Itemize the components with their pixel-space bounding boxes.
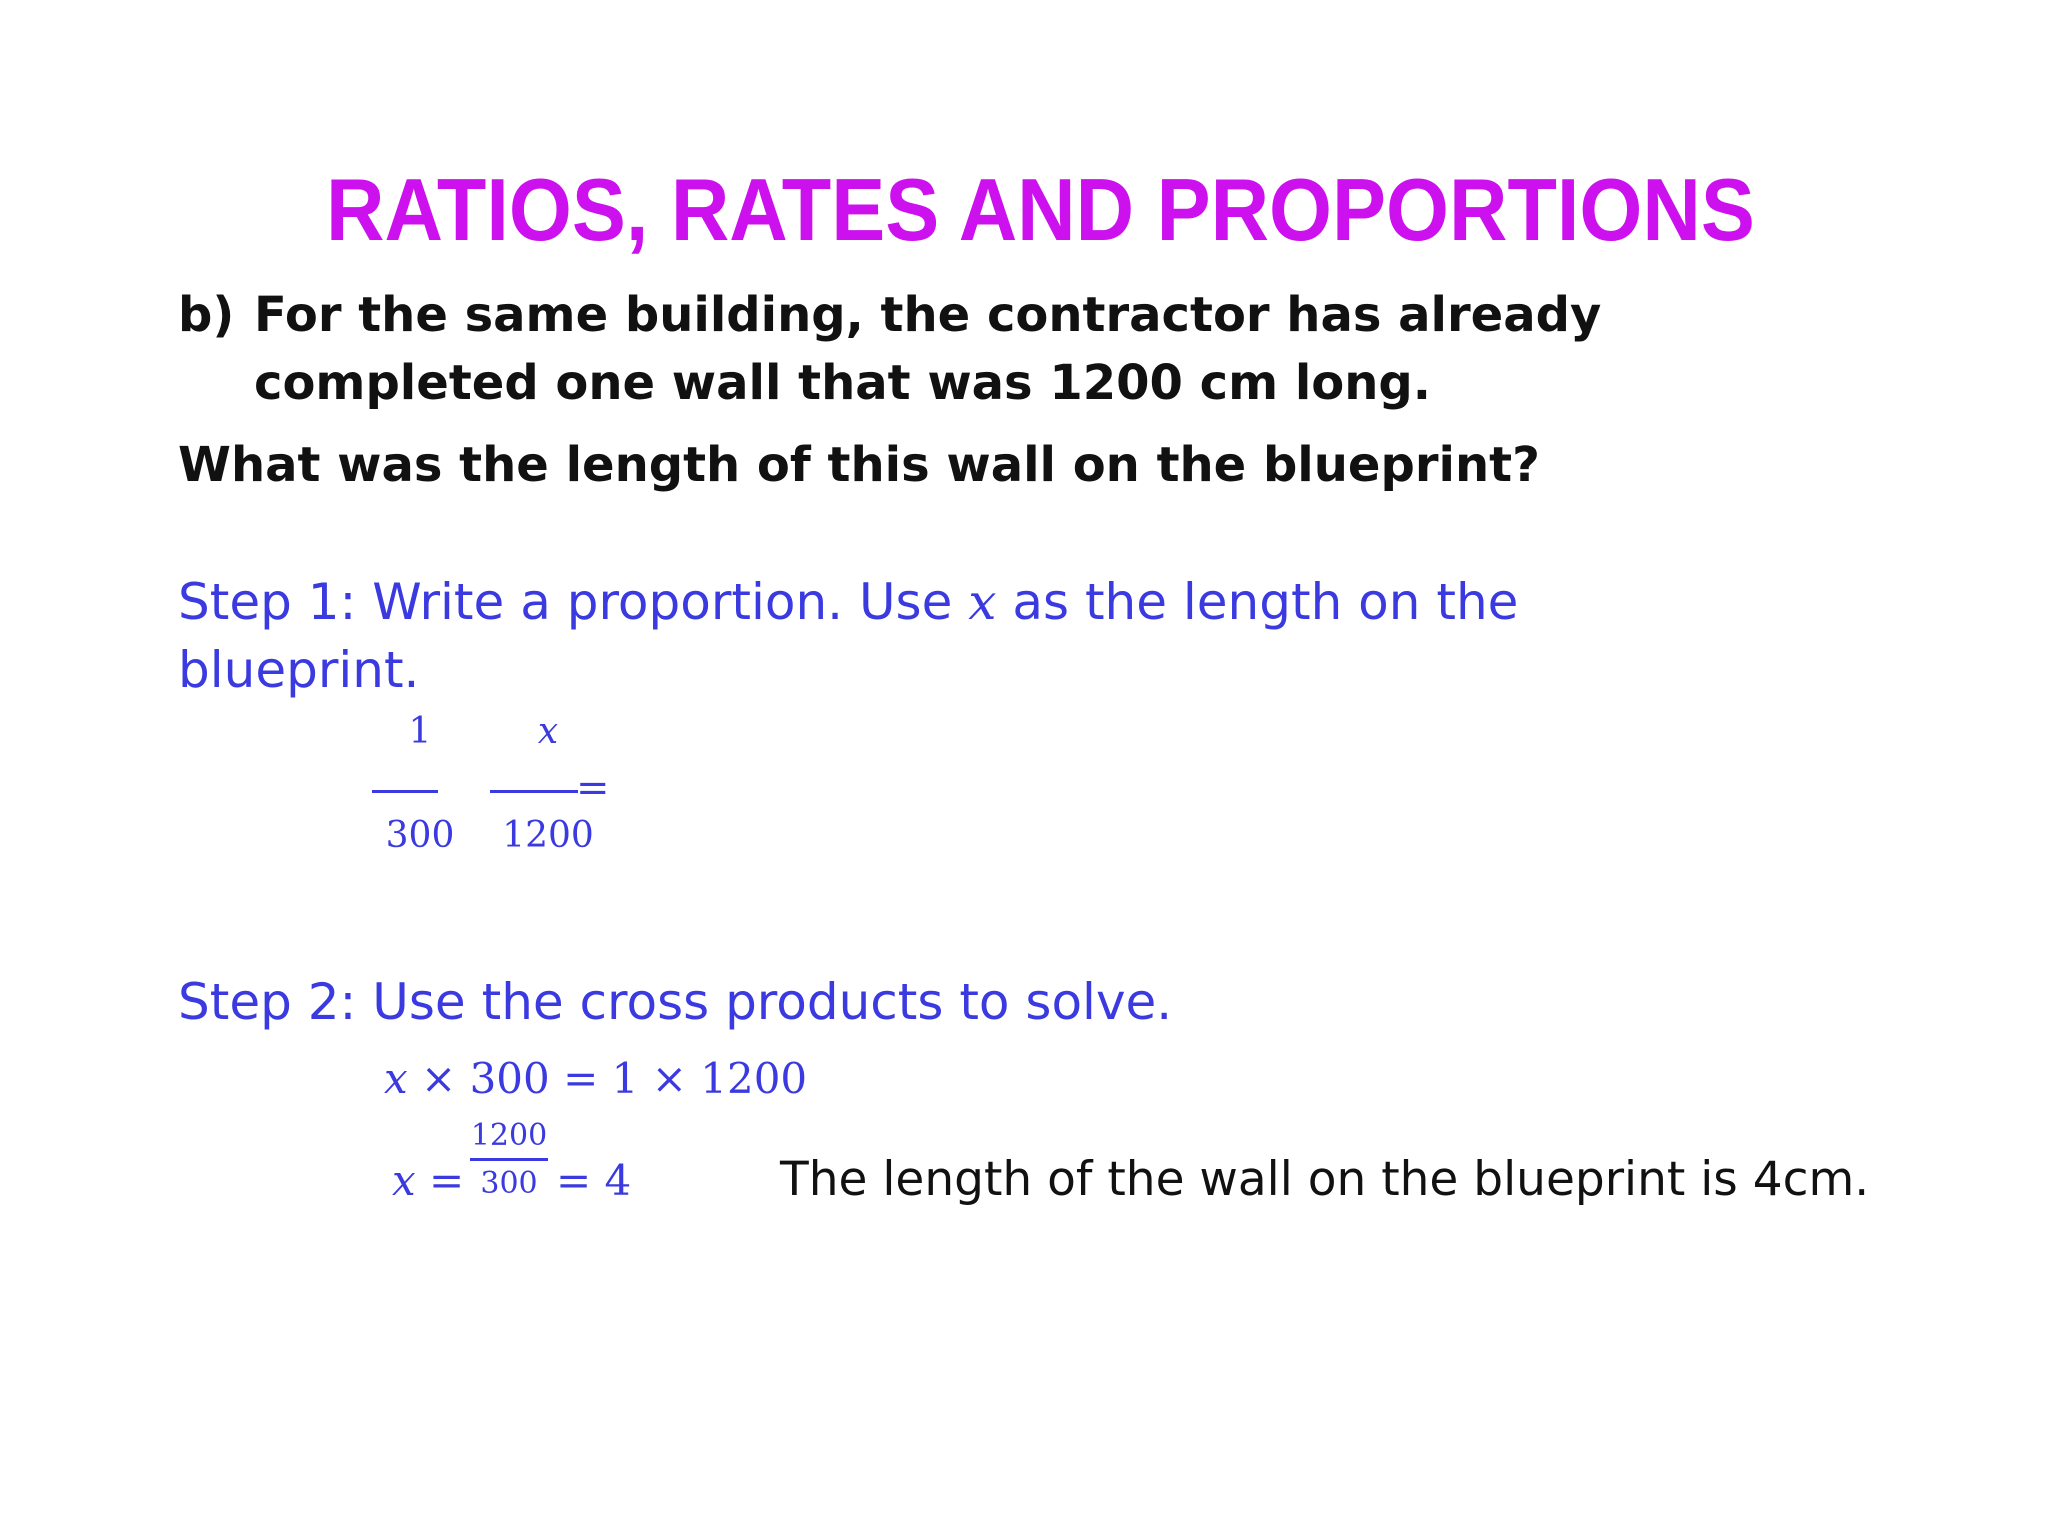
answer-statement: The length of the wall on the blueprint is 4cm. xyxy=(780,1152,1870,1207)
equation-2-rhs: = 4 xyxy=(556,1156,632,1205)
equation-1-variable: x xyxy=(384,1054,408,1103)
fraction-right-denominator: 1200 xyxy=(502,815,594,856)
question-line-1: For the same building, the contractor has already xyxy=(254,287,1602,343)
proportion-equals-sign: = xyxy=(576,765,610,811)
equation-2-numerator: 1200 xyxy=(470,1118,548,1153)
equation-1-rest: × 300 = 1 × 1200 xyxy=(407,1054,808,1103)
step-1-text-after: as the length on the xyxy=(996,573,1519,631)
equation-2-denominator: 300 xyxy=(480,1166,538,1201)
step-2-instruction: Step 2: Use the cross products to solve. xyxy=(178,973,1173,1031)
equation-2-fraction-bar xyxy=(470,1158,548,1161)
fraction-left-bar xyxy=(372,790,438,793)
step-1-text-before: Step 1: Write a proportion. Use xyxy=(178,573,969,631)
slide-title: RATIOS, RATES AND PROPORTIONS xyxy=(326,160,1755,259)
question-prompt: What was the length of this wall on the blueprint? xyxy=(178,437,1540,493)
step-1-instruction xyxy=(178,568,1518,636)
cross-product-equation xyxy=(384,1054,807,1104)
step-1-instruction-continued: blueprint. xyxy=(178,641,420,699)
equation-2-variable: x xyxy=(392,1156,416,1205)
step-1-variable: x xyxy=(968,573,997,631)
fraction-right-bar xyxy=(490,790,578,793)
question-label: b) xyxy=(178,287,235,343)
equation-2-lhs: x = xyxy=(392,1156,465,1205)
fraction-left-denominator: 300 xyxy=(385,815,455,856)
fraction-right-numerator: x xyxy=(537,711,559,752)
fraction-left-numerator: 1 xyxy=(408,711,432,752)
question-line-2: completed one wall that was 1200 cm long. xyxy=(254,355,1432,411)
